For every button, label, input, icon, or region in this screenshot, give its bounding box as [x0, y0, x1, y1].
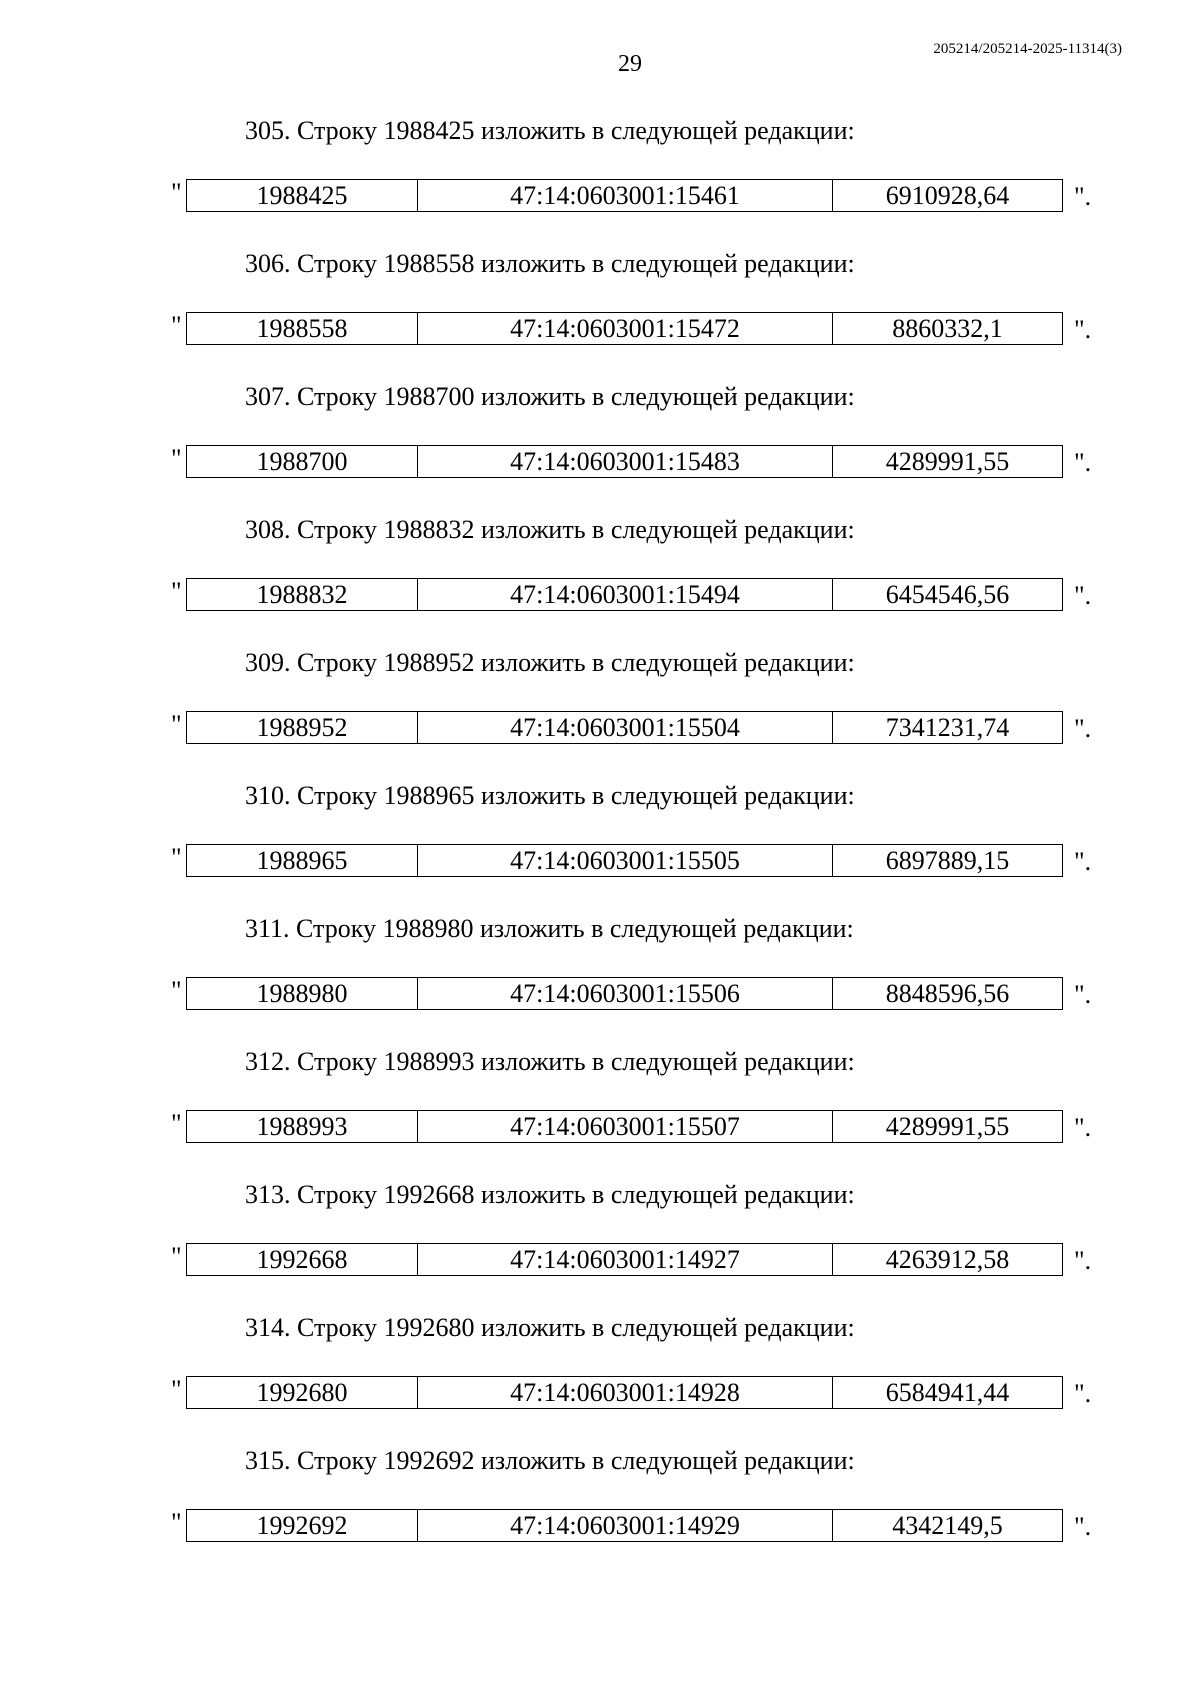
opening-quote: ": [171, 1375, 182, 1404]
amendments-list: [0, 115, 1200, 1578]
row-table: [186, 1110, 1063, 1143]
row-number-cell: 1992680: [187, 1377, 418, 1408]
amendment-instruction: 312. Строку 1988993 изложить в следующей редакции:: [245, 1047, 855, 1076]
amendment-instruction: 305. Строку 1988425 изложить в следующей редакции:: [245, 116, 855, 145]
closing-quote: ".: [1074, 1246, 1092, 1275]
closing-quote: ".: [1074, 1113, 1092, 1142]
row-number-cell: 1988425: [187, 180, 418, 211]
closing-quote: ".: [1074, 714, 1092, 743]
amendment-item: [0, 1312, 1200, 1445]
page-number: 29: [618, 51, 642, 77]
amendment-instruction: 315. Строку 1992692 изложить в следующей редакции:: [245, 1446, 855, 1475]
amendment-instruction: 308. Строку 1988832 изложить в следующей редакции:: [245, 515, 855, 544]
row-table: [186, 445, 1063, 478]
amendment-item: [0, 514, 1200, 647]
opening-quote: ": [171, 577, 182, 606]
row-number-cell: 1988965: [187, 845, 418, 876]
opening-quote: ": [171, 311, 182, 340]
closing-quote: ".: [1074, 847, 1092, 876]
cadastral-value-cell: 6454546,56: [885, 580, 1010, 609]
closing-quote: ".: [1074, 182, 1092, 211]
opening-quote: ": [171, 710, 182, 739]
cadastral-number-cell: 47:14:0603001:15506: [418, 978, 833, 1009]
amendment-item: [0, 1445, 1200, 1578]
row-number-cell: 1992692: [187, 1510, 418, 1541]
cadastral-value-cell: 7341231,74: [885, 713, 1010, 742]
closing-quote: ".: [1074, 448, 1092, 477]
opening-quote: ": [171, 1508, 182, 1537]
row-number-cell: 1988952: [187, 712, 418, 743]
amendment-item: [0, 913, 1200, 1046]
cadastral-number-cell: 47:14:0603001:15505: [418, 845, 833, 876]
amendment-item: [0, 780, 1200, 913]
cadastral-number-cell: 47:14:0603001:14929: [418, 1510, 833, 1541]
row-number-cell: 1988980: [187, 978, 418, 1009]
cadastral-value-cell: 8860332,1: [892, 314, 1003, 343]
row-table: [186, 711, 1063, 744]
amendment-item: [0, 381, 1200, 514]
amendment-instruction: 313. Строку 1992668 изложить в следующей редакции:: [245, 1180, 855, 1209]
amendment-instruction: 309. Строку 1988952 изложить в следующей редакции:: [245, 648, 855, 677]
row-number-cell: 1988700: [187, 446, 418, 477]
row-table: [186, 1243, 1063, 1276]
amendment-item: [0, 647, 1200, 780]
closing-quote: ".: [1074, 1512, 1092, 1541]
row-table: [186, 1376, 1063, 1409]
row-number-cell: 1988832: [187, 579, 418, 610]
row-table: [186, 844, 1063, 877]
cadastral-number-cell: 47:14:0603001:15472: [418, 313, 833, 344]
row-table: [186, 1509, 1063, 1542]
amendment-item: [0, 1046, 1200, 1179]
opening-quote: ": [171, 1109, 182, 1138]
opening-quote: ": [171, 843, 182, 872]
cadastral-number-cell: 47:14:0603001:15461: [418, 180, 833, 211]
row-number-cell: 1988993: [187, 1111, 418, 1142]
closing-quote: ".: [1074, 980, 1092, 1009]
cadastral-number-cell: 47:14:0603001:15494: [418, 579, 833, 610]
cadastral-number-cell: 47:14:0603001:15507: [418, 1111, 833, 1142]
amendment-item: [0, 1179, 1200, 1312]
document-id: 205214/205214-2025-11314(3): [933, 41, 1122, 57]
closing-quote: ".: [1074, 1379, 1092, 1408]
cadastral-value-cell: 4342149,5: [892, 1511, 1003, 1540]
cadastral-value-cell: 8848596,56: [885, 979, 1010, 1008]
amendment-instruction: 306. Строку 1988558 изложить в следующей редакции:: [245, 249, 855, 278]
row-number-cell: 1992668: [187, 1244, 418, 1275]
amendment-instruction: 311. Строку 1988980 изложить в следующей редакции:: [245, 914, 854, 943]
amendment-item: [0, 115, 1200, 248]
cadastral-value-cell: 4289991,55: [885, 447, 1010, 476]
opening-quote: ": [171, 976, 182, 1005]
amendment-item: [0, 248, 1200, 381]
row-number-cell: 1988558: [187, 313, 418, 344]
amendment-instruction: 310. Строку 1988965 изложить в следующей редакции:: [245, 781, 855, 810]
opening-quote: ": [171, 178, 182, 207]
closing-quote: ".: [1074, 581, 1092, 610]
cadastral-value-cell: 6584941,44: [885, 1378, 1010, 1407]
cadastral-value-cell: 6910928,64: [885, 181, 1010, 210]
row-table: [186, 179, 1063, 212]
cadastral-number-cell: 47:14:0603001:15504: [418, 712, 833, 743]
cadastral-value-cell: 4263912,58: [885, 1245, 1010, 1274]
row-table: [186, 312, 1063, 345]
amendment-instruction: 307. Строку 1988700 изложить в следующей редакции:: [245, 382, 855, 411]
cadastral-value-cell: 6897889,15: [885, 846, 1010, 875]
row-table: [186, 977, 1063, 1010]
cadastral-number-cell: 47:14:0603001:14928: [418, 1377, 833, 1408]
closing-quote: ".: [1074, 315, 1092, 344]
amendment-instruction: 314. Строку 1992680 изложить в следующей редакции:: [245, 1313, 855, 1342]
opening-quote: ": [171, 444, 182, 473]
cadastral-number-cell: 47:14:0603001:14927: [418, 1244, 833, 1275]
cadastral-value-cell: 4289991,55: [885, 1112, 1010, 1141]
opening-quote: ": [171, 1242, 182, 1271]
row-table: [186, 578, 1063, 611]
cadastral-number-cell: 47:14:0603001:15483: [418, 446, 833, 477]
